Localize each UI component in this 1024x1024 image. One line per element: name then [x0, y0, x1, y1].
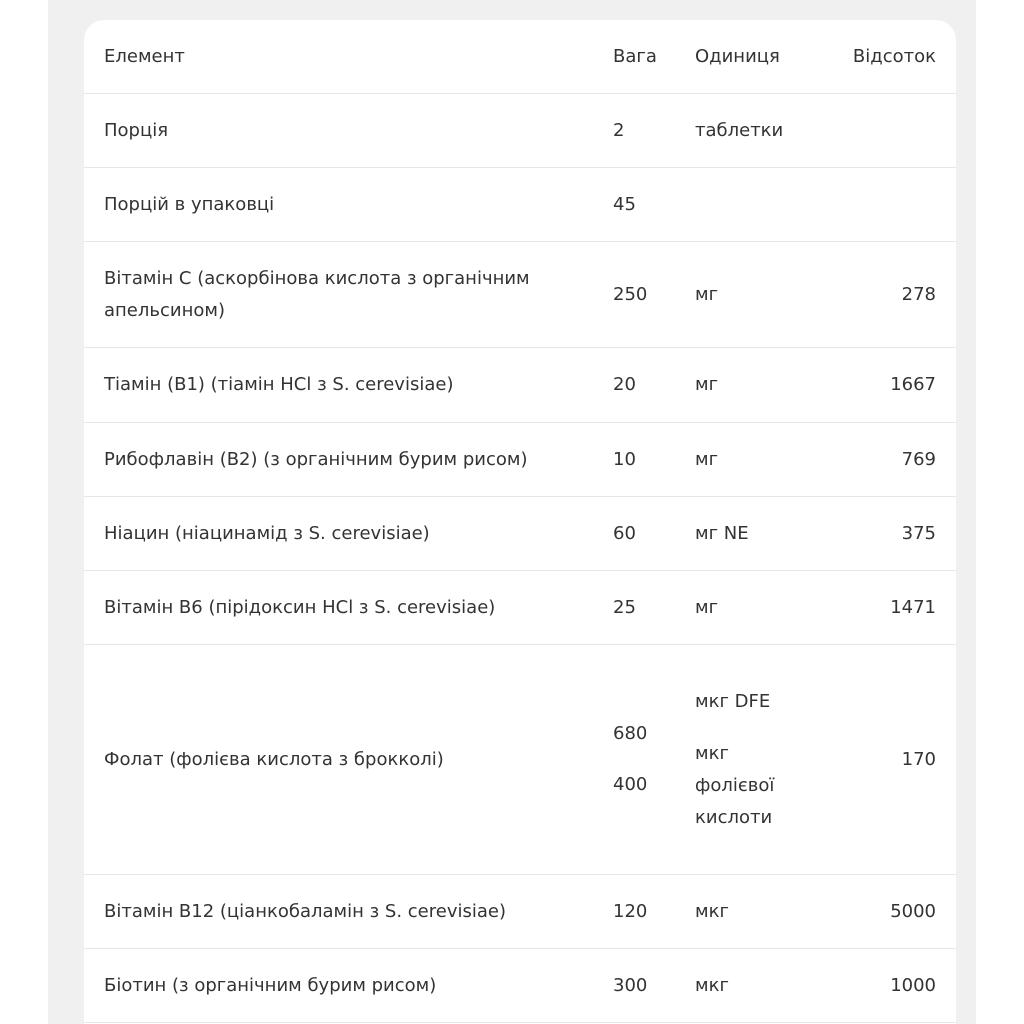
row-element: Порцій в упаковці: [84, 168, 613, 242]
table-row: [84, 94, 956, 168]
row-element: Порція: [84, 94, 613, 168]
row-percent: [815, 94, 956, 168]
row-weight: 20: [613, 348, 695, 423]
header-percent: Відсоток: [815, 20, 956, 94]
row-unit: мг: [695, 571, 815, 645]
row-weight: 10: [613, 423, 695, 497]
weight-line: 680: [613, 723, 648, 744]
table-row: [84, 571, 956, 645]
row-weight: 60: [613, 497, 695, 571]
row-weight: 25: [613, 571, 695, 645]
row-percent: [815, 168, 956, 242]
row-unit: мг: [695, 242, 815, 348]
table-row: [84, 949, 956, 1023]
row-weight: [613, 645, 695, 875]
unit-line: кислоти: [695, 806, 773, 828]
row-element: Рибофлавін (B2) (з органічним бурим рисом): [84, 423, 613, 497]
row-percent: 170: [815, 645, 956, 875]
row-percent: 278: [815, 242, 956, 348]
table-row: [84, 645, 956, 875]
row-element: Тіамін (B1) (тіамін HCl з S. cerevisiae): [84, 348, 613, 423]
row-percent: 1667: [815, 348, 956, 423]
row-weight: 45: [613, 168, 695, 242]
row-element: Вітамін С (аскорбінова кислота з органічним апельсином): [84, 242, 613, 348]
row-percent: 5000: [815, 875, 956, 949]
row-unit: таблетки: [695, 94, 815, 168]
weight-line: 400: [613, 774, 648, 795]
row-unit: мг: [695, 348, 815, 423]
unit-line: фолієвої: [695, 774, 775, 796]
row-percent: 1000: [815, 949, 956, 1023]
row-unit: [695, 645, 815, 875]
row-element: Біотин (з органічним бурим рисом): [84, 949, 613, 1023]
table-row: [84, 348, 956, 423]
unit-line: мкг: [695, 742, 729, 764]
table-row: [84, 875, 956, 949]
row-weight: 250: [613, 242, 695, 348]
row-percent: 1471: [815, 571, 956, 645]
table-row: [84, 423, 956, 497]
row-element: Вітамін В6 (пірідоксин HCl з S. cerevisiae): [84, 571, 613, 645]
nutrition-table: [84, 20, 956, 1023]
row-percent: 769: [815, 423, 956, 497]
header-weight: Вага: [613, 20, 695, 94]
row-weight: 2: [613, 94, 695, 168]
row-unit: [695, 168, 815, 242]
header-unit: Одиниця: [695, 20, 815, 94]
row-unit: мкг: [695, 949, 815, 1023]
unit-line: мкг DFE: [695, 690, 771, 712]
row-element: Фолат (фолієва кислота з брокколі): [84, 645, 613, 875]
table-row: [84, 497, 956, 571]
table-row: [84, 242, 956, 348]
nutrition-card: [84, 20, 956, 1024]
table-header-row: [84, 20, 956, 94]
header-element: Елемент: [84, 20, 613, 94]
row-unit: мг: [695, 423, 815, 497]
row-weight: 120: [613, 875, 695, 949]
row-percent: 375: [815, 497, 956, 571]
row-weight: 300: [613, 949, 695, 1023]
row-unit: мг NE: [695, 497, 815, 571]
table-row: [84, 168, 956, 242]
row-unit: мкг: [695, 875, 815, 949]
row-element: Ніацин (ніацинамід з S. cerevisiae): [84, 497, 613, 571]
row-element: Вітамін B12 (ціанкобаламін з S. cerevisiae): [84, 875, 613, 949]
